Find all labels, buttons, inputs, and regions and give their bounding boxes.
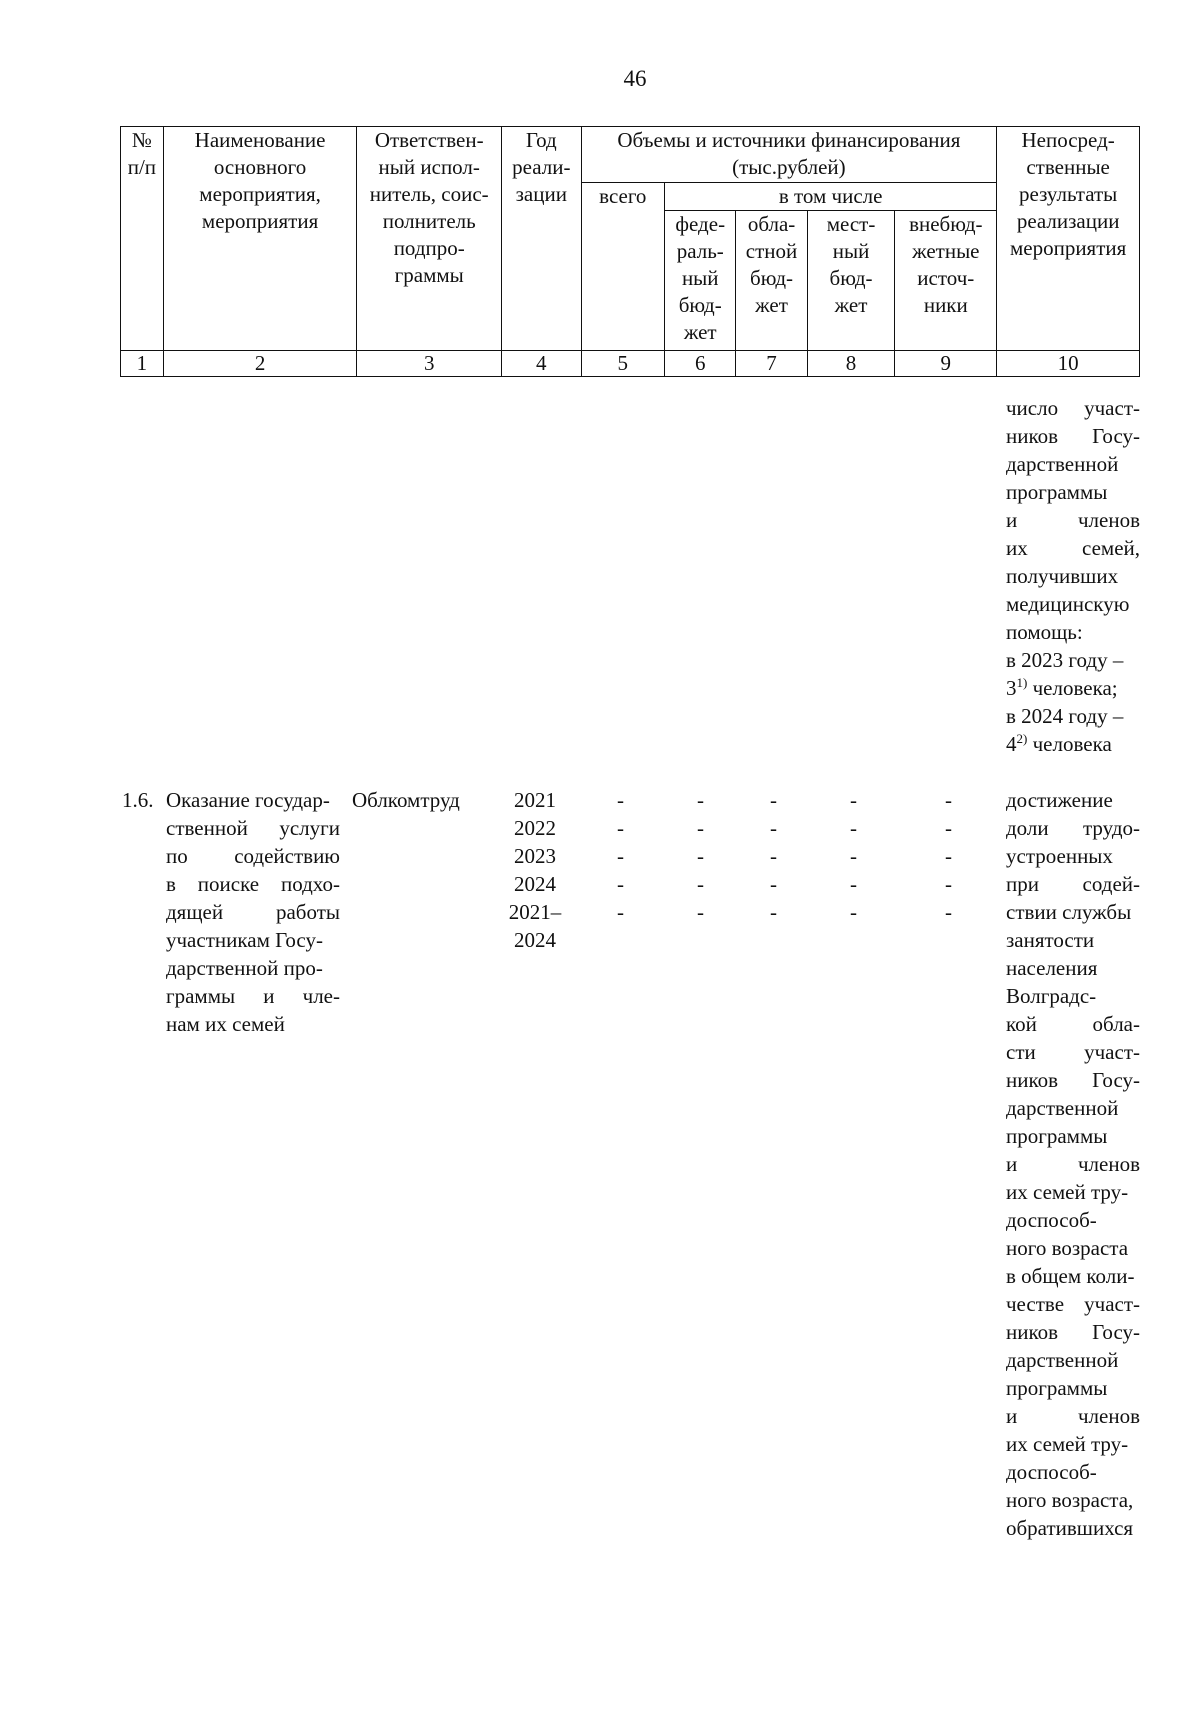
result-line: Волградс-: [1006, 984, 1097, 1008]
header-federal: феде- раль- ный бюд- жет: [665, 211, 736, 351]
result-line: кой обла-: [1006, 1012, 1140, 1036]
row-name-line: в поиске подхо-: [166, 872, 340, 896]
prev-result-line: 4$^{2)}$ человека: [1006, 731, 1112, 756]
col-number-8: 8: [807, 351, 895, 377]
prev-result-line: ников Госу-: [1006, 424, 1140, 448]
year-value: 2021–: [508, 900, 562, 924]
year-value: 2022: [514, 816, 556, 840]
row-executor: Облкомтруд: [352, 788, 460, 812]
result-line: доли трудо-: [1006, 816, 1140, 840]
header-no: № п/п: [121, 127, 164, 351]
result-line: ников Госу-: [1006, 1320, 1140, 1344]
dash: -: [617, 872, 624, 896]
row-name-line: участникам Госу-: [166, 928, 323, 952]
dash: -: [945, 900, 952, 924]
prev-result-line: их семей,: [1006, 536, 1140, 560]
dash: -: [770, 788, 777, 812]
row-name-line: по содействию: [166, 844, 340, 868]
result-line: программы: [1006, 1124, 1108, 1148]
dash: -: [770, 844, 777, 868]
dash: -: [697, 900, 704, 924]
extra-dashes: [945, 786, 952, 926]
result-line: достижение: [1006, 788, 1113, 812]
dash: -: [617, 816, 624, 840]
prev-result-line: число участ-: [1006, 396, 1140, 420]
col-number-10: 10: [997, 351, 1140, 377]
table-header: [120, 126, 1140, 377]
result-line: и членов: [1006, 1152, 1140, 1176]
prev-result-line: медицинскую: [1006, 592, 1130, 616]
header-total: всего: [581, 183, 665, 351]
result-line: и членов: [1006, 1404, 1140, 1428]
local-dashes: [850, 786, 857, 926]
result-line: ников Госу-: [1006, 1068, 1140, 1092]
result-line: дарственной: [1006, 1348, 1119, 1372]
row-name-line: дарственной про-: [166, 956, 323, 980]
prev-result-line: помощь:: [1006, 620, 1083, 644]
dash: -: [617, 788, 624, 812]
row-name: [166, 786, 340, 1038]
row-years: [500, 786, 570, 954]
row-name-line: дящей работы: [166, 900, 340, 924]
col-number-4: 4: [502, 351, 581, 377]
prev-result-line: и членов: [1006, 508, 1140, 532]
prev-result-line: программы: [1006, 480, 1108, 504]
result-line: программы: [1006, 1376, 1108, 1400]
dash: -: [850, 844, 857, 868]
col-number-5: 5: [581, 351, 665, 377]
result-line: населения: [1006, 956, 1098, 980]
year-value: 2023: [514, 844, 556, 868]
col-number-3: 3: [357, 351, 502, 377]
result-line: их семей тру-: [1006, 1432, 1129, 1456]
row-name-line: нам их семей: [166, 1012, 285, 1036]
result-line: устроенных: [1006, 844, 1113, 868]
row-name-line: ственной услуги: [166, 816, 340, 840]
dash: -: [945, 788, 952, 812]
result-line: доспособ-: [1006, 1460, 1097, 1484]
result-line: ного возраста: [1006, 1236, 1129, 1260]
result-line: их семей тру-: [1006, 1180, 1129, 1204]
result-line: при содей-: [1006, 872, 1140, 896]
dash: -: [697, 788, 704, 812]
result-line: ствии службы: [1006, 900, 1132, 924]
col-number-7: 7: [736, 351, 807, 377]
page-number: 46: [623, 66, 647, 91]
header-including: в том числе: [665, 183, 997, 211]
header-name: Наименование основного мероприятия, мероприятия: [163, 127, 357, 351]
result-line: в общем коли-: [1006, 1264, 1135, 1288]
dash: -: [945, 844, 952, 868]
dash: -: [770, 816, 777, 840]
result-line: сти участ-: [1006, 1040, 1140, 1064]
header-local: мест- ный бюд- жет: [807, 211, 895, 351]
dash: -: [945, 872, 952, 896]
dash: -: [697, 872, 704, 896]
prev-result-text: [1006, 394, 1140, 758]
row-number: 1.6.: [122, 788, 154, 812]
header-executor: Ответствен- ный испол- нитель, соис- полнитель подпро- граммы: [357, 127, 502, 351]
year-value: 2024: [514, 928, 556, 952]
header-funding: Объемы и источники финансирования (тыс.рублей): [581, 127, 997, 183]
header-extra: внебюд- жетные источ- ники: [895, 211, 997, 351]
year-value: 2024: [514, 872, 556, 896]
col-number-2: 2: [163, 351, 357, 377]
dash: -: [617, 900, 624, 924]
dash: -: [770, 900, 777, 924]
dash: -: [617, 844, 624, 868]
federal-dashes: [697, 786, 704, 926]
dash: -: [697, 816, 704, 840]
result-line: дарственной: [1006, 1096, 1119, 1120]
header-regional: обла- стной бюд- жет: [736, 211, 807, 351]
col-number-1: 1: [121, 351, 164, 377]
row-result-text: [1006, 786, 1140, 1542]
dash: -: [697, 844, 704, 868]
dash: -: [850, 872, 857, 896]
result-line: доспособ-: [1006, 1208, 1097, 1232]
dash: -: [850, 816, 857, 840]
regional-dashes: [770, 786, 777, 926]
col-number-6: 6: [665, 351, 736, 377]
dash: -: [850, 788, 857, 812]
row-name-line: граммы и чле-: [166, 984, 340, 1008]
total-dashes: [617, 786, 624, 926]
dash: -: [850, 900, 857, 924]
prev-result-line: получивших: [1006, 564, 1119, 588]
header-results: Непосред- ственные результаты реализации мероприятия: [997, 127, 1140, 351]
prev-result-line: дарственной: [1006, 452, 1119, 476]
result-line: ного возраста,: [1006, 1488, 1134, 1512]
year-value: 2021: [514, 788, 556, 812]
result-line: честве участ-: [1006, 1292, 1140, 1316]
prev-result-line: в 2023 году –: [1006, 648, 1124, 672]
result-line: занятости: [1006, 928, 1095, 952]
result-line: обратившихся: [1006, 1516, 1134, 1540]
dash: -: [945, 816, 952, 840]
header-year: Год реали- зации: [502, 127, 581, 351]
dash: -: [770, 872, 777, 896]
prev-result-line: 3$^{1)}$ человека;: [1006, 675, 1118, 700]
row-name-line: Оказание государ-: [166, 788, 330, 812]
col-number-9: 9: [895, 351, 997, 377]
prev-result-line: в 2024 году –: [1006, 704, 1124, 728]
